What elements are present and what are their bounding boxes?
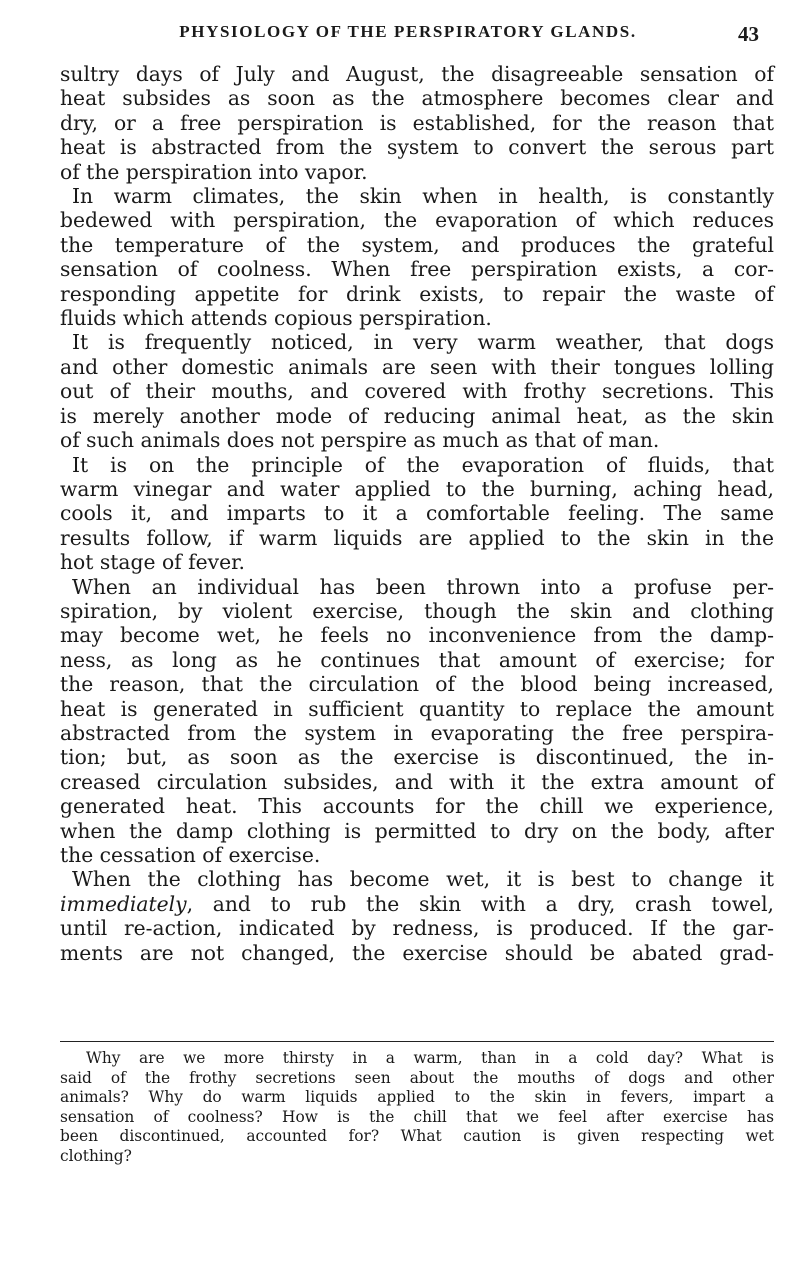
body-line: the cessation of exercise. [60,843,321,867]
body-line: bedewed with perspiration, the evaporation of which reduces [60,208,774,233]
page-header [0,22,800,52]
body-line: warm vinegar and water applied to the burning, aching head, [60,476,774,501]
body-line: responding appetite for drink exists, to repair the waste of [60,281,774,306]
footnote-line: Why are we more thirsty in a warm, than in a cold day? What is [86,1049,774,1067]
body-line: of such animals does not perspire as much as that of man. [60,428,660,453]
body-line: ness, as long as he continues that amount of exercise; for [60,647,774,672]
body-line: results follow, if warm liquids are applied to the skin in the [60,525,774,550]
body-line: may become wet, he feels no inconvenience from the damp- [60,623,774,648]
body-line: tion; but, as soon as the exercise is discontinued, the in- [60,745,774,770]
page-number: 43 [738,22,759,46]
body-line: immediately, and to rub the skin with a dry, crash towel, [60,891,774,916]
footnote-line: animals? Why do warm liquids applied to the skin in fevers, impart a [60,1088,774,1107]
body-line: In warm climates, the skin when in health, is constantly [72,184,774,209]
body-line: and other domestic animals are seen with their tongues lolling [60,354,774,379]
body-line: generated heat. This accounts for the chill we experience, [60,794,774,819]
body-line: sultry days of July and August, the disagreeable sensation of [60,62,774,86]
body-line: the reason, that the circulation of the blood being increased, [60,672,774,697]
body-line: abstracted from the system in evaporating the free perspira- [60,720,774,745]
body-line: heat is abstracted from the system to convert the serous part [60,135,774,160]
body-line: the temperature of the system, and produces the grateful [60,232,774,257]
body-line: sensation of coolness. When free perspiration exists, a cor- [60,257,774,282]
body-line: It is on the principle of the evaporation of fluids, that [72,452,774,477]
footnote-divider [60,1041,774,1042]
body-line: out of their mouths, and covered with frothy secretions. This [60,379,774,404]
body-line: of the perspiration into vapor. [60,159,368,184]
emphasis: immediately [60,891,187,916]
footnote-line: said of the frothy secretions seen about the mouths of dogs and other [60,1068,774,1087]
footnote-line: sensation of coolness? How is the chill that we feel after exercise has [60,1107,774,1126]
body-line: fluids which attends copious perspiration. [60,306,492,331]
body-line: is merely another mode of reducing animal heat, as the skin [60,403,774,428]
body-line: until re-action, indicated by redness, is produced. If the gar- [60,916,774,941]
body-line: when the damp clothing is permitted to dry on the body, after [60,818,774,843]
body-line: heat subsides as soon as the atmosphere becomes clear and [60,86,774,111]
running-head: PHYSIOLOGY OF THE PERSPIRATORY GLANDS. [179,22,637,41]
body-line: creased circulation subsides, and with it the extra amount of [60,769,774,794]
body-line: spiration, by violent exercise, though the skin and clothing [60,598,774,623]
body-line: heat is generated in sufficient quantity to replace the amount [60,696,774,721]
body-line: It is frequently noticed, in very warm weather, that dogs [72,330,774,355]
body-line: When an individual has been thrown into a profuse per- [72,574,774,599]
body-line: cools it, and imparts to it a comfortable feeling. The same [60,501,774,526]
body-line: hot stage of fever. [60,550,245,575]
body-line: dry, or a free perspiration is established, for the reason that [60,110,774,135]
body-line: When the clothing has become wet, it is best to change it [72,867,774,892]
footnote-questions [60,1049,774,1167]
footnote-line: been discontinued, accounted for? What caution is given respecting wet [60,1127,774,1146]
body-text [60,62,774,965]
footnote-line: clothing? [60,1146,132,1165]
body-line: ments are not changed, the exercise should be abated grad- [60,940,774,965]
